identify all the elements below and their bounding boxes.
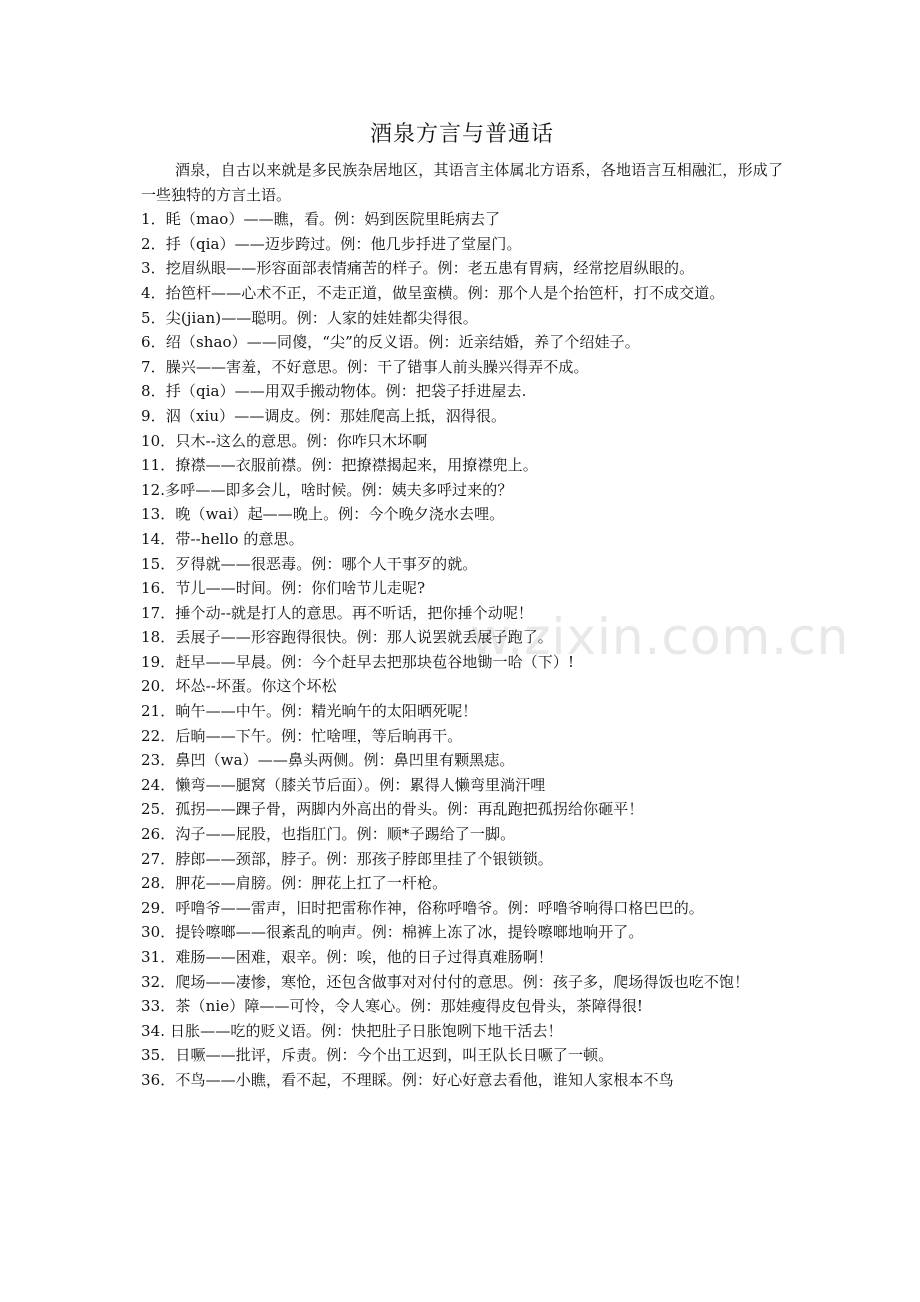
dialect-entry: 22．后晌——下午。例：忙啥哩，等后晌再干。: [141, 726, 463, 745]
dialect-entry: 13．晚（wai）起——晚上。例：今个晚夕浇水去哩。: [141, 505, 505, 524]
dialect-entry: 25．孤拐——踝子骨，两脚内外高出的骨头。例：再乱跑把孤拐给你砸平！: [141, 800, 644, 819]
dialect-entry: 1．眊（mao）——瞧，看。例：妈到医院里眊病去了: [141, 210, 501, 229]
dialect-entry: 16．节儿——时间。例：你们啥节儿走呢?: [141, 579, 426, 598]
dialect-entry: 21．晌午——中午。例：精光晌午的太阳晒死呢！: [141, 702, 478, 721]
dialect-entry: 6．绍（shao）——同傻，“尖”的反义语。例：近亲结婚，养了个绍娃子。: [141, 333, 640, 352]
dialect-entry: 24．懒弯——腿窝（膝关节后面）。例：累得人懒弯里淌汗哩: [141, 775, 546, 794]
dialect-entry: 31．难肠——困难，艰辛。例：唉，他的日子过得真难肠啊！: [141, 948, 553, 966]
dialect-entry: 33．茶（nie）障——可怜，令人寒心。例：那娃瘦得皮包骨头，茶障得很!: [141, 997, 644, 1016]
watermark: w.zixin.com.cn: [470, 608, 850, 666]
dialect-entry: 18．丢展子——形容跑得很快。例：那人说罢就丢展子跑了。: [141, 628, 553, 647]
dialect-entry: 14．带--hello 的意思。: [141, 529, 304, 548]
dialect-entry: 23．鼻凹（wa）——鼻头两侧。例：鼻凹里有颗黑痣。: [141, 751, 515, 770]
dialect-entry: 29．呼噜爷——雷声，旧时把雷称作神，俗称呼噜爷。例：呼噜爷响得口格巴巴的。: [141, 898, 704, 917]
dialect-entry: 17．捶个动--就是打人的意思。再不听话，把你捶个动呢！: [141, 603, 534, 622]
dialect-entry: 34. 日胀——吃的贬义语。例：快把肚子日胀饱咧下地干活去！: [141, 1021, 563, 1040]
dialect-entry-list: [141, 207, 783, 1092]
dialect-entry: 10．只木--这么的意思。例：你咋只木坏啊: [141, 431, 428, 450]
dialect-entry: 8．抙（qia）——用双手搬动物体。例：把袋子抙进屋去.: [141, 382, 527, 401]
dialect-entry: 7．臊兴——害羞，不好意思。例：干了错事人前头臊兴得弄不成。: [141, 357, 589, 376]
dialect-entry: 15．歹得就——很恶毒。例：哪个人干事歹的就。: [141, 554, 478, 573]
dialect-entry: 11．撩襟——衣服前襟。例：把撩襟揭起来，用撩襟兜上。: [141, 456, 538, 475]
dialect-entry: 36．不鸟——小瞧，看不起，不理睬。例：好心好意去看他，谁知人家根本不鸟: [141, 1070, 674, 1089]
intro-paragraph: 酒泉，自古以来就是多民族杂居地区，其语言主体属北方语系，各地语言互相融汇，形成了一些独特的方言土语。: [141, 161, 783, 204]
dialect-entry: 9．泅（xiu）——调皮。例：那娃爬高上抵，泅得很。: [141, 406, 507, 425]
dialect-entry: 20．坏怂--坏蛋。你这个坏松: [141, 677, 337, 696]
dialect-entry: 27．脖郎——颈部，脖子。例：那孩子脖郎里挂了个银锁锁。: [141, 849, 553, 868]
dialect-entry: 32．爬场——凄惨，寒怆，还包含做事对对付付的意思。例：孩子多，爬场得饭也吃不饱！: [141, 972, 750, 991]
dialect-entry: 3．挖眉纵眼——形容面部表情痛苦的样子。例：老五患有胃病，经常挖眉纵眼的。: [141, 259, 695, 278]
document-title: 酒泉方言与普通话: [369, 122, 554, 147]
dialect-entry: 12.多呼——即多会儿，啥时候。例：姨夫多呼过来的？: [141, 480, 513, 499]
dialect-entry: 35．日噘——批评，斥责。例：今个出工迟到，叫王队长日噘了一顿。: [141, 1046, 614, 1065]
dialect-entry: 5．尖(jian)——聪明。例：人家的娃娃都尖得很。: [141, 308, 478, 327]
dialect-entry: 28．胛花——肩膀。例：胛花上扛了一杆枪。: [141, 874, 448, 893]
dialect-entry: 2．抙（qia）——迈步跨过。例：他几步抙进了堂屋门。: [141, 234, 522, 253]
dialect-entry: 19．赶早——早晨。例：今个赶早去把那块苞谷地锄一哈（下）!: [141, 652, 575, 671]
dialect-entry: 30．提铃嚓啷——很紊乱的响声。例：棉裤上冻了冰，提铃嚓啷地响开了。: [141, 923, 644, 942]
dialect-entry: 4．抬笆杆——心术不正，不走正道，做呈蛮横。例：那个人是个抬笆杆，打不成交道。: [141, 283, 725, 302]
dialect-entry: 26．沟子——屁股，也指肛门。例：顺*子踢给了一脚。: [141, 825, 516, 844]
document-page: [141, 120, 783, 1093]
